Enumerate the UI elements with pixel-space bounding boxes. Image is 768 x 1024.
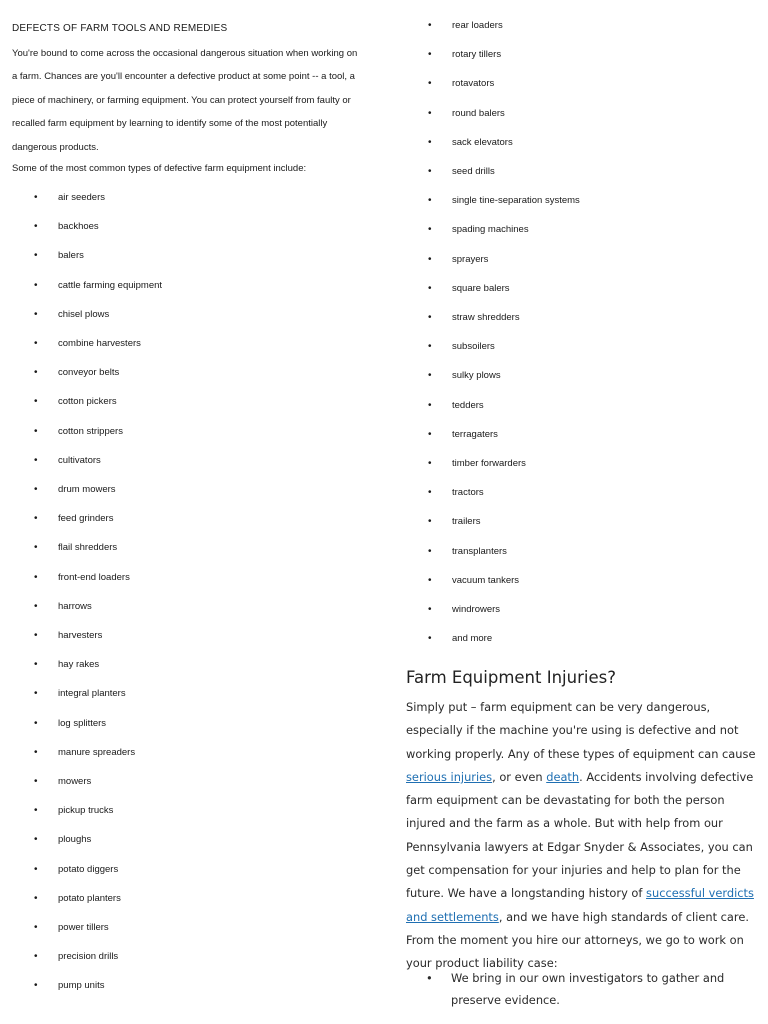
bullet-icon: • [34,571,38,583]
list-item-text: drum mowers [58,484,116,495]
bullet-icon: • [428,20,432,31]
bullet-icon: • [428,545,432,557]
list-item-text: power tillers [58,922,109,933]
para-text-1: Simply put – farm equipment can be very dangerous, especially if the machine you're using is defective and not working properly. Any of these types of equipment can cause [406,700,756,761]
intro-paragraph: You're bound to come across the occasional dangerous situation when working on a farm. Chances are you'll encounter a defective product at some point -- a tool, a piece of machinery, or farming equipment. You can protect yourself from faulty or recalled farm equipment by learning to identify some of the most potentially dangerous products. [12,48,358,153]
bullet-icon: • [428,399,432,411]
list-item-text: subsoilers [452,341,495,353]
list-item-text: cotton strippers [58,425,123,437]
bullet-icon: • [428,341,432,353]
list-item-text: transplanters [452,545,507,557]
bullet-icon: • [428,604,432,615]
bullet-icon: • [34,513,38,525]
list-item-text: rotavators [452,78,495,90]
list-item-text: ploughs [58,834,92,846]
list-item-text: backhoes [58,221,99,233]
list-intro: Some of the most common types of defective farm equipment include: [12,163,307,174]
list-item-text: harrows [58,600,92,612]
list-item-text: flail shredders [58,542,118,554]
bullet-icon: • [34,892,38,904]
bullet-icon: • [426,971,433,985]
list-item-text: sulky plows [452,370,501,382]
list-item-text: combine harvesters [58,338,141,349]
list-item-text: feed grinders [58,513,114,525]
list-item-text: vacuum tankers [452,574,520,586]
list-item-text: seed drills [452,166,495,177]
list-item-text: timber forwarders [452,458,526,469]
bullet-icon: • [428,107,432,119]
bullet-icon: • [428,78,432,90]
bullet-icon: • [428,487,432,499]
bullet-icon: • [34,980,38,992]
list-item-text: pickup trucks [58,805,114,817]
bullet-icon: • [428,574,432,586]
list-item-text: harvesters [58,630,103,641]
bullet-icon: • [428,516,432,528]
bullet-icon: • [428,370,432,382]
list-item-text: hay rakes [58,659,100,671]
list-item-text: sprayers [452,253,489,265]
para-text-2: , or even [492,769,547,784]
list-item-text: conveyor belts [58,367,120,379]
death-link[interactable]: death [546,769,580,784]
list-item-text: round balers [452,107,505,119]
section-title: Farm Equipment Injuries? [406,668,616,687]
bullet-icon: • [34,834,38,846]
bullet-icon: • [34,630,38,641]
bullet-icon: • [34,776,38,787]
list-item-text: terragaters [452,428,498,440]
bullet-icon: • [34,659,38,671]
bullet-icon: • [34,192,38,203]
bullet-icon: • [34,746,38,758]
bullet-icon: • [428,282,432,294]
bullet-icon: • [34,425,38,437]
bullet-icon: • [34,922,38,933]
para-text-3: . Accidents involving defective farm equipment can be devastating for both the person injured and the farm as a whole. But with help from our Pennsylvania lawyers at Edgar Snyder & Associates, you can get compensation for your injuries and help to plan for the future. We have a longstanding history of [406,769,754,901]
list-item-text: straw shredders [452,312,520,323]
bullet-icon: • [34,308,38,320]
bullet-icon: • [34,863,38,875]
section-paragraph [406,696,756,976]
list-item-text: chisel plows [58,308,110,320]
bullet-icon: • [428,428,432,440]
bullet-icon: • [428,195,432,207]
bullet-icon: • [34,484,38,495]
list-item-text: manure spreaders [58,746,136,758]
list-item-text: square balers [452,282,510,294]
bullet-icon: • [34,279,38,291]
list-item-text: rotary tillers [452,49,502,61]
para-text-4: , and we have high standards of client care. From the moment you hire our attorneys, we go to work on your product liability case: [406,909,749,971]
bullet-icon: • [34,805,38,817]
list-item-text: potato diggers [58,863,119,875]
list-item-text: windrowers [452,604,501,615]
bullet-icon: • [34,542,38,554]
document-heading: DEFECTS OF FARM TOOLS AND REMEDIES [12,23,228,34]
bullet-icon: • [34,338,38,349]
bullet-icon: • [34,221,38,233]
bullet-icon: • [428,166,432,177]
list-item-text: tractors [452,487,484,499]
bullet-icon: • [428,224,432,236]
bullet-icon: • [34,367,38,379]
list-item-text: pump units [58,980,105,992]
list-item-text: single tine-separation systems [452,195,580,207]
list-item-text: integral planters [58,688,126,700]
bullet-icon: • [428,49,432,61]
bullet-icon: • [34,951,38,963]
list-item-text: rear loaders [452,20,503,31]
list-item-text: spading machines [452,224,529,236]
list-item-text: front-end loaders [58,571,130,583]
list-item-text: and more [452,633,493,645]
list-item-text: tedders [452,399,484,411]
verdicts-settlements-link[interactable]: successful verdicts and settlements [406,886,754,924]
list-item-text: precision drills [58,951,119,963]
list-item-text: cultivators [58,454,101,466]
list-item-text: trailers [452,516,481,528]
list-item [426,968,756,1011]
list-item-text: We bring in our own investigators to gather and preserve evidence. [451,971,725,1007]
bullet-icon: • [34,250,38,262]
bullet-icon: • [428,136,432,148]
list-item-text: mowers [58,776,92,787]
bullet-icon: • [34,688,38,700]
bullet-icon: • [428,458,432,469]
list-item-text: cattle farming equipment [58,279,163,291]
serious-injuries-link[interactable]: serious injuries [406,769,493,784]
bullet-icon: • [34,717,38,729]
services-list [426,968,756,1011]
bullet-icon: • [428,633,432,645]
bullet-icon: • [428,253,432,265]
list-item-text: cotton pickers [58,396,117,408]
list-item-text: balers [58,250,84,262]
list-item-text: log splitters [58,717,107,729]
bullet-icon: • [34,454,38,466]
list-item-text: potato planters [58,892,121,904]
list-item-text: sack elevators [452,136,513,148]
bullet-icon: • [34,600,38,612]
bullet-icon: • [34,396,38,408]
bullet-icon: • [428,312,432,323]
list-item-text: air seeders [58,192,105,203]
